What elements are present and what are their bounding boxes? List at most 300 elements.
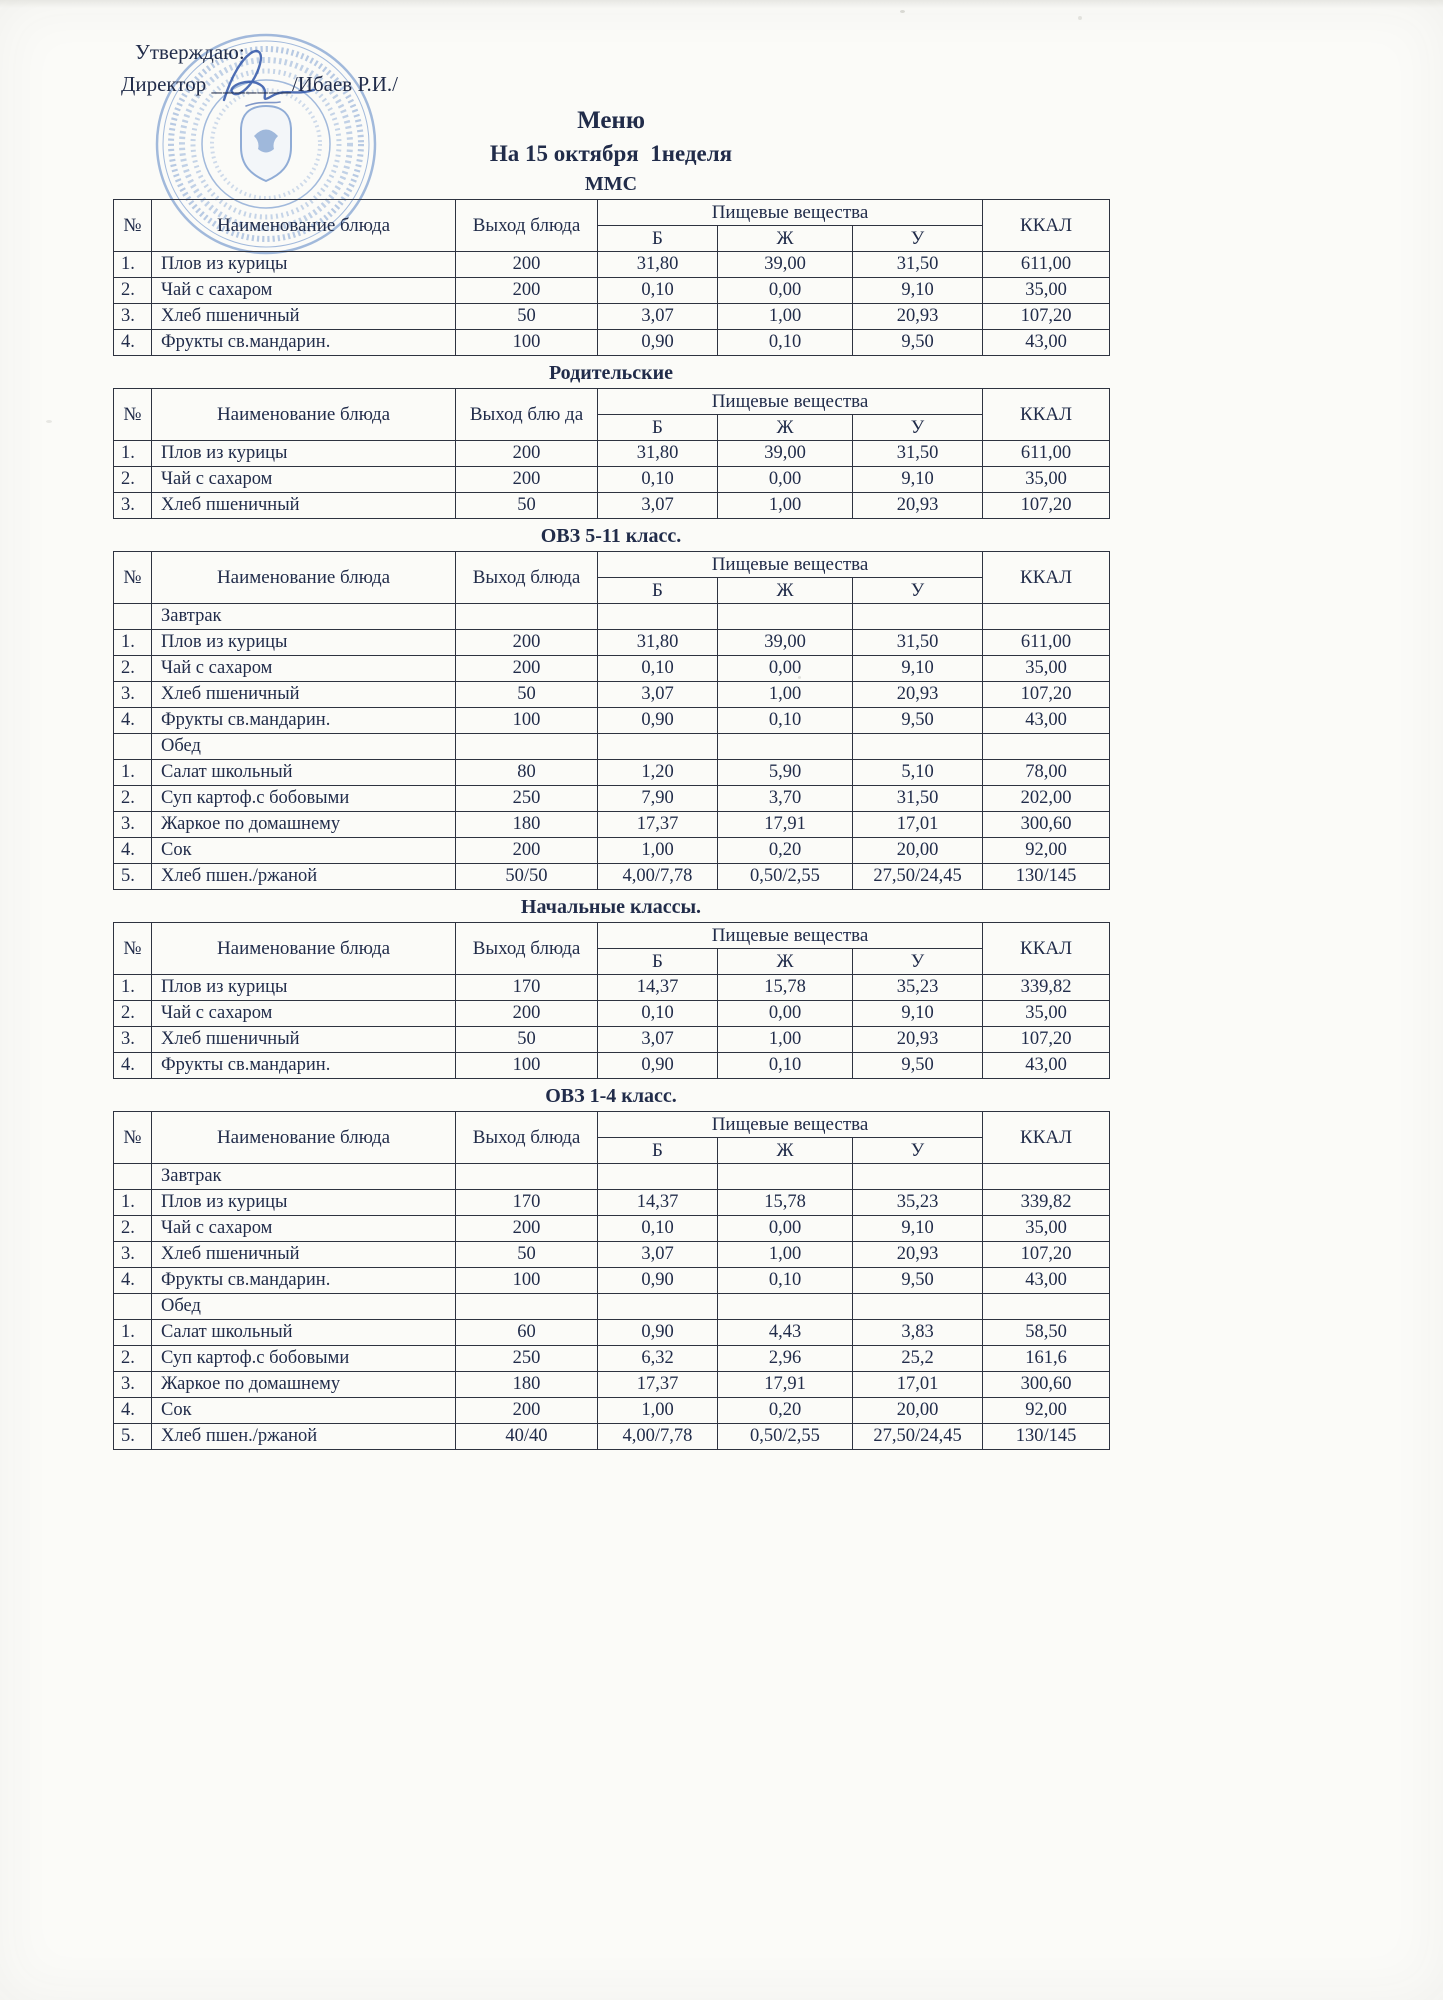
cell-output: 200 (456, 278, 598, 304)
cell-carbs: 31,50 (853, 252, 983, 278)
header-carbs: У (853, 1138, 983, 1164)
cell-fat: 0,00 (718, 278, 853, 304)
cell-dish: Плов из курицы (152, 252, 456, 278)
cell-num: 3. (114, 493, 152, 519)
header-row-1 (114, 389, 1110, 415)
cell-kcal: 611,00 (983, 630, 1110, 656)
cell-output: 250 (456, 1346, 598, 1372)
cell-dish: Плов из курицы (152, 630, 456, 656)
cell-fat: 0,00 (718, 467, 853, 493)
header-output: Выход блюда (456, 552, 598, 604)
header-nutrients: Пищевые вещества (598, 200, 983, 226)
cell-protein (598, 1164, 718, 1190)
cell-protein: 0,10 (598, 1001, 718, 1027)
cell-carbs: 9,50 (853, 1268, 983, 1294)
cell-num: 2. (114, 786, 152, 812)
table-head (114, 923, 1110, 975)
table-row (114, 864, 1110, 890)
cell-output: 60 (456, 1320, 598, 1346)
header-dish: Наименование блюда (152, 389, 456, 441)
cell-protein (598, 1294, 718, 1320)
document-content (113, 0, 1109, 1450)
header-num: № (114, 200, 152, 252)
cell-fat: 0,00 (718, 1216, 853, 1242)
cell-num: 2. (114, 278, 152, 304)
header-dish: Наименование блюда (152, 200, 456, 252)
cell-fat: 15,78 (718, 1190, 853, 1216)
table-row (114, 682, 1110, 708)
cell-carbs: 25,2 (853, 1346, 983, 1372)
cell-num: 1. (114, 760, 152, 786)
cell-dish: Чай с сахаром (152, 278, 456, 304)
cell-kcal: 107,20 (983, 682, 1110, 708)
table-body (114, 975, 1110, 1079)
cell-carbs: 17,01 (853, 812, 983, 838)
cell-kcal: 92,00 (983, 838, 1110, 864)
header-fat: Ж (718, 415, 853, 441)
director-name: /Ибаев Р.И./ (291, 72, 399, 96)
cell-output: 200 (456, 252, 598, 278)
table-row (114, 467, 1110, 493)
cell-num: 3. (114, 1372, 152, 1398)
cell-protein: 1,00 (598, 838, 718, 864)
table-head (114, 389, 1110, 441)
cell-protein: 3,07 (598, 304, 718, 330)
cell-carbs: 27,50/24,45 (853, 864, 983, 890)
cell-protein: 0,90 (598, 1320, 718, 1346)
cell-dish: Хлеб пшеничный (152, 304, 456, 330)
cell-carbs (853, 734, 983, 760)
cell-output: 50 (456, 1027, 598, 1053)
cell-fat: 5,90 (718, 760, 853, 786)
header-num: № (114, 1112, 152, 1164)
cell-carbs (853, 1164, 983, 1190)
director-line (121, 72, 1109, 96)
cell-num: 5. (114, 864, 152, 890)
cell-kcal: 43,00 (983, 1053, 1110, 1079)
cell-carbs: 35,23 (853, 1190, 983, 1216)
cell-dish: Сок (152, 838, 456, 864)
cell-carbs: 35,23 (853, 975, 983, 1001)
cell-output: 100 (456, 1053, 598, 1079)
cell-carbs: 9,10 (853, 1001, 983, 1027)
header-kcal: ККАЛ (983, 1112, 1110, 1164)
cell-dish: Фрукты св.мандарин. (152, 708, 456, 734)
cell-output: 100 (456, 1268, 598, 1294)
cell-fat: 39,00 (718, 252, 853, 278)
cell-output: 80 (456, 760, 598, 786)
cell-protein: 3,07 (598, 1027, 718, 1053)
table-row (114, 812, 1110, 838)
header-protein: Б (598, 949, 718, 975)
table-row (114, 1242, 1110, 1268)
cell-protein: 31,80 (598, 252, 718, 278)
cell-num: 4. (114, 1398, 152, 1424)
cell-fat: 1,00 (718, 682, 853, 708)
header-dish: Наименование блюда (152, 923, 456, 975)
cell-kcal: 43,00 (983, 708, 1110, 734)
menu-table (113, 199, 1110, 356)
cell-fat: 39,00 (718, 630, 853, 656)
cell-kcal: 78,00 (983, 760, 1110, 786)
cell-output: 180 (456, 1372, 598, 1398)
header-kcal: ККАЛ (983, 923, 1110, 975)
cell-dish: Фрукты св.мандарин. (152, 330, 456, 356)
cell-output: 170 (456, 1190, 598, 1216)
cell-carbs: 5,10 (853, 760, 983, 786)
cell-fat: 1,00 (718, 493, 853, 519)
table-body (114, 441, 1110, 519)
header-nutrients: Пищевые вещества (598, 1112, 983, 1138)
cell-protein: 31,80 (598, 441, 718, 467)
header-dish: Наименование блюда (152, 1112, 456, 1164)
table-row (114, 330, 1110, 356)
cell-kcal: 130/145 (983, 864, 1110, 890)
cell-num: 3. (114, 812, 152, 838)
cell-carbs: 20,00 (853, 838, 983, 864)
table-row (114, 1268, 1110, 1294)
cell-kcal: 300,60 (983, 1372, 1110, 1398)
cell-protein: 0,10 (598, 1216, 718, 1242)
header-kcal: ККАЛ (983, 552, 1110, 604)
table-row (114, 630, 1110, 656)
cell-protein: 1,20 (598, 760, 718, 786)
cell-dish: Салат школьный (152, 1320, 456, 1346)
cell-kcal: 35,00 (983, 1001, 1110, 1027)
cell-dish: Фрукты св.мандарин. (152, 1268, 456, 1294)
table-head (114, 552, 1110, 604)
header-fat: Ж (718, 1138, 853, 1164)
cell-kcal: 202,00 (983, 786, 1110, 812)
group-row (114, 604, 1110, 630)
section-title: ОВЗ 1-4 класс. (545, 1085, 677, 1107)
cell-carbs: 27,50/24,45 (853, 1424, 983, 1450)
cell-dish: Плов из курицы (152, 975, 456, 1001)
cell-num: 1. (114, 252, 152, 278)
cell-output: 100 (456, 330, 598, 356)
cell-carbs (853, 604, 983, 630)
cell-output: 200 (456, 441, 598, 467)
cell-output: 200 (456, 1398, 598, 1424)
cell-protein: 3,07 (598, 1242, 718, 1268)
cell-kcal: 161,6 (983, 1346, 1110, 1372)
cell-output: 200 (456, 838, 598, 864)
cell-num: 2. (114, 467, 152, 493)
header-nutrients: Пищевые вещества (598, 552, 983, 578)
cell-fat: 0,10 (718, 1053, 853, 1079)
header-row-1 (114, 923, 1110, 949)
cell-fat: 0,10 (718, 330, 853, 356)
group-row (114, 1294, 1110, 1320)
header-nutrients: Пищевые вещества (598, 389, 983, 415)
cell-dish: Хлеб пшеничный (152, 682, 456, 708)
menu-table (113, 922, 1110, 1079)
cell-num: 1. (114, 1190, 152, 1216)
table-body (114, 1164, 1110, 1450)
table-row (114, 1346, 1110, 1372)
cell-kcal: 611,00 (983, 252, 1110, 278)
header-protein: Б (598, 415, 718, 441)
cell-carbs: 20,00 (853, 1398, 983, 1424)
table-row (114, 252, 1110, 278)
cell-kcal: 339,82 (983, 975, 1110, 1001)
cell-kcal: 43,00 (983, 330, 1110, 356)
table-row (114, 1424, 1110, 1450)
table-row (114, 1372, 1110, 1398)
header-num: № (114, 389, 152, 441)
cell-kcal: 35,00 (983, 467, 1110, 493)
cell-dish: Фрукты св.мандарин. (152, 1053, 456, 1079)
menu-tables (113, 172, 1109, 1450)
cell-num: 2. (114, 656, 152, 682)
cell-num: 2. (114, 1216, 152, 1242)
cell-dish: Суп картоф.с бобовыми (152, 786, 456, 812)
cell-fat: 0,20 (718, 1398, 853, 1424)
header-protein: Б (598, 1138, 718, 1164)
table-row (114, 1320, 1110, 1346)
cell-dish: Хлеб пшеничный (152, 493, 456, 519)
cell-dish: Сок (152, 1398, 456, 1424)
cell-num: 4. (114, 708, 152, 734)
cell-protein: 0,90 (598, 1053, 718, 1079)
menu-section-5 (113, 1084, 1109, 1450)
cell-fat (718, 604, 853, 630)
cell-carbs: 17,01 (853, 1372, 983, 1398)
cell-output: 100 (456, 708, 598, 734)
cell-kcal: 107,20 (983, 1242, 1110, 1268)
table-row (114, 656, 1110, 682)
cell-carbs: 9,50 (853, 708, 983, 734)
header-dish: Наименование блюда (152, 552, 456, 604)
cell-output: 40/40 (456, 1424, 598, 1450)
cell-group: Завтрак (152, 1164, 456, 1190)
table-body (114, 604, 1110, 890)
header-fat: Ж (718, 226, 853, 252)
menu-section-2 (113, 361, 1109, 519)
cell-output (456, 1164, 598, 1190)
cell-num: 4. (114, 838, 152, 864)
cell-fat: 1,00 (718, 1027, 853, 1053)
cell-fat: 1,00 (718, 304, 853, 330)
cell-num: 1. (114, 441, 152, 467)
approve-label: Утверждаю: (135, 40, 245, 64)
cell-fat: 4,43 (718, 1320, 853, 1346)
cell-dish: Плов из курицы (152, 441, 456, 467)
cell-output: 50 (456, 1242, 598, 1268)
cell-num: 2. (114, 1346, 152, 1372)
cell-num: 5. (114, 1424, 152, 1450)
cell-dish: Хлеб пшен./ржаной (152, 1424, 456, 1450)
table-row (114, 493, 1110, 519)
cell-num (114, 604, 152, 630)
cell-protein: 1,00 (598, 1398, 718, 1424)
cell-protein: 4,00/7,78 (598, 864, 718, 890)
table-row (114, 1053, 1110, 1079)
header-carbs: У (853, 949, 983, 975)
cell-fat: 0,00 (718, 1001, 853, 1027)
cell-fat: 17,91 (718, 1372, 853, 1398)
cell-carbs: 9,10 (853, 278, 983, 304)
cell-kcal: 35,00 (983, 656, 1110, 682)
cell-fat: 0,10 (718, 708, 853, 734)
cell-kcal: 35,00 (983, 278, 1110, 304)
cell-kcal: 107,20 (983, 304, 1110, 330)
cell-carbs: 20,93 (853, 1242, 983, 1268)
menu-table (113, 551, 1110, 890)
cell-num: 3. (114, 304, 152, 330)
cell-fat: 3,70 (718, 786, 853, 812)
cell-kcal (983, 604, 1110, 630)
cell-carbs: 9,10 (853, 467, 983, 493)
cell-fat: 15,78 (718, 975, 853, 1001)
cell-fat: 39,00 (718, 441, 853, 467)
cell-fat: 0,20 (718, 838, 853, 864)
cell-dish: Хлеб пшен./ржаной (152, 864, 456, 890)
cell-carbs: 31,50 (853, 786, 983, 812)
header-carbs: У (853, 226, 983, 252)
cell-fat: 0,00 (718, 656, 853, 682)
cell-fat: 17,91 (718, 812, 853, 838)
section-title: Начальные классы. (520, 896, 702, 918)
header-num: № (114, 923, 152, 975)
cell-num: 1. (114, 1320, 152, 1346)
table-row (114, 304, 1110, 330)
cell-num (114, 1294, 152, 1320)
cell-fat: 0,10 (718, 1268, 853, 1294)
page-subtitle: На 15 октября 1неделя (489, 141, 733, 166)
cell-protein: 6,32 (598, 1346, 718, 1372)
cell-kcal: 92,00 (983, 1398, 1110, 1424)
cell-protein: 0,90 (598, 708, 718, 734)
header-row-1 (114, 552, 1110, 578)
cell-dish: Хлеб пшеничный (152, 1242, 456, 1268)
cell-fat: 0,50/2,55 (718, 864, 853, 890)
cell-protein: 0,10 (598, 656, 718, 682)
cell-output (456, 1294, 598, 1320)
cell-output: 50 (456, 493, 598, 519)
menu-table (113, 388, 1110, 519)
cell-carbs: 20,93 (853, 1027, 983, 1053)
cell-num: 3. (114, 1027, 152, 1053)
cell-kcal: 339,82 (983, 1190, 1110, 1216)
group-row (114, 1164, 1110, 1190)
header-carbs: У (853, 578, 983, 604)
cell-dish: Салат школьный (152, 760, 456, 786)
table-row (114, 1216, 1110, 1242)
cell-output: 200 (456, 1216, 598, 1242)
cell-protein: 0,10 (598, 467, 718, 493)
table-row (114, 760, 1110, 786)
header-kcal: ККАЛ (983, 200, 1110, 252)
table-row (114, 278, 1110, 304)
cell-output: 200 (456, 630, 598, 656)
cell-output: 170 (456, 975, 598, 1001)
cell-protein: 31,80 (598, 630, 718, 656)
cell-output (456, 734, 598, 760)
cell-kcal: 300,60 (983, 812, 1110, 838)
cell-group: Обед (152, 734, 456, 760)
cell-carbs (853, 1294, 983, 1320)
table-row (114, 441, 1110, 467)
cell-fat: 0,50/2,55 (718, 1424, 853, 1450)
cell-protein: 14,37 (598, 1190, 718, 1216)
cell-kcal (983, 1164, 1110, 1190)
page-title: Меню (577, 107, 645, 134)
header-output: Выход блю да (456, 389, 598, 441)
cell-carbs: 20,93 (853, 682, 983, 708)
cell-group: Обед (152, 1294, 456, 1320)
cell-protein: 0,10 (598, 278, 718, 304)
cell-output: 180 (456, 812, 598, 838)
cell-dish: Чай с сахаром (152, 1001, 456, 1027)
section-title: Родительские (548, 362, 674, 384)
header-row-1 (114, 1112, 1110, 1138)
cell-num: 4. (114, 1053, 152, 1079)
cell-kcal: 43,00 (983, 1268, 1110, 1294)
table-row (114, 1027, 1110, 1053)
section-title: ММС (584, 173, 638, 195)
cell-num (114, 734, 152, 760)
cell-dish: Чай с сахаром (152, 467, 456, 493)
cell-num: 4. (114, 330, 152, 356)
cell-num: 1. (114, 630, 152, 656)
signature-blank: _______ (211, 72, 292, 96)
header-protein: Б (598, 226, 718, 252)
cell-dish: Плов из курицы (152, 1190, 456, 1216)
header-protein: Б (598, 578, 718, 604)
header-nutrients: Пищевые вещества (598, 923, 983, 949)
cell-carbs: 3,83 (853, 1320, 983, 1346)
table-row (114, 708, 1110, 734)
menu-section-1 (113, 172, 1109, 356)
cell-protein: 17,37 (598, 1372, 718, 1398)
table-row (114, 975, 1110, 1001)
cell-output: 200 (456, 656, 598, 682)
cell-output: 50 (456, 682, 598, 708)
table-row (114, 1398, 1110, 1424)
group-row (114, 734, 1110, 760)
header-output: Выход блюда (456, 1112, 598, 1164)
cell-dish: Чай с сахаром (152, 1216, 456, 1242)
scan-speck (46, 420, 52, 423)
table-row (114, 786, 1110, 812)
cell-protein: 0,90 (598, 330, 718, 356)
cell-carbs: 31,50 (853, 441, 983, 467)
cell-output: 250 (456, 786, 598, 812)
table-row (114, 838, 1110, 864)
cell-kcal (983, 1294, 1110, 1320)
cell-protein: 17,37 (598, 812, 718, 838)
cell-kcal: 107,20 (983, 493, 1110, 519)
section-title: ОВЗ 5-11 класс. (540, 525, 682, 547)
cell-fat: 1,00 (718, 1242, 853, 1268)
menu-table (113, 1111, 1110, 1450)
table-row (114, 1001, 1110, 1027)
cell-dish: Жаркое по домашнему (152, 1372, 456, 1398)
header-fat: Ж (718, 578, 853, 604)
cell-num (114, 1164, 152, 1190)
table-body (114, 252, 1110, 356)
cell-protein (598, 604, 718, 630)
cell-carbs: 31,50 (853, 630, 983, 656)
cell-fat: 2,96 (718, 1346, 853, 1372)
header-fat: Ж (718, 949, 853, 975)
cell-protein: 14,37 (598, 975, 718, 1001)
cell-protein: 3,07 (598, 682, 718, 708)
cell-kcal: 611,00 (983, 441, 1110, 467)
table-head (114, 1112, 1110, 1164)
cell-kcal: 107,20 (983, 1027, 1110, 1053)
